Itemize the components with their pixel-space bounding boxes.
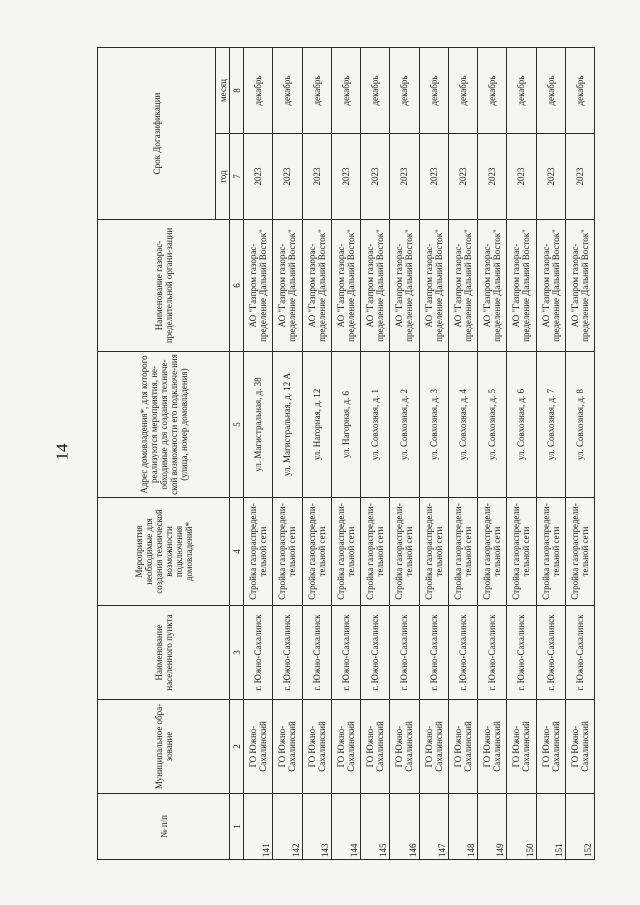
cell-year: 2023 [331,134,360,220]
cell-settlement: г. Южно-Сахалинск [507,606,536,700]
table-row [302,48,331,860]
cell-measures: Стройка газораспредели-тельной сети [302,498,331,606]
cell-settlement: г. Южно-Сахалинск [478,606,507,700]
cell-org: АО "Газпром газорас-пределение Дальний Восток" [507,220,536,352]
cell-address: ул. Совхозная, д. 6 [507,352,536,498]
cell-address: ул. Совхозная, д. 5 [478,352,507,498]
cell-org: АО "Газпром газорас-пределение Дальний Восток" [331,220,360,352]
cell-org: АО "Газпром газорас-пределение Дальний Восток" [448,220,477,352]
table-row [478,48,507,860]
cell-address: ул. Совхозная, д. 1 [361,352,390,498]
cell-year: 2023 [361,134,390,220]
cell-municipality: ГО Южно-Сахалинский [565,700,594,794]
cell-year: 2023 [390,134,419,220]
cell-measures: Стройка газораспредели-тельной сети [361,498,390,606]
header-deadline: Срок Догазификации [98,48,216,220]
cell-year: 2023 [478,134,507,220]
gasification-table [97,47,595,860]
cell-num: 145 [361,794,390,860]
cell-address: ул. Совхозная, д. 7 [536,352,565,498]
cell-settlement: г. Южно-Сахалинск [390,606,419,700]
cell-municipality: ГО Южно-Сахалинский [361,700,390,794]
table-frame [97,48,595,860]
header-settlement: Наименование населенного пункта [98,606,230,700]
cell-address: ул. Магистральная, д. 38 [244,352,273,498]
cell-month: декабрь [536,48,565,134]
cell-settlement: г. Южно-Сахалинск [302,606,331,700]
cell-month: декабрь [361,48,390,134]
cell-num: 142 [273,794,302,860]
cell-settlement: г. Южно-Сахалинск [419,606,448,700]
cell-settlement: г. Южно-Сахалинск [448,606,477,700]
cell-municipality: ГО Южно-Сахалинский [478,700,507,794]
cell-org: АО "Газпром газорас-пределение Дальний Восток" [565,220,594,352]
cell-measures: Стройка газораспредели-тельной сети [448,498,477,606]
cell-org: АО "Газпром газорас-пределение Дальний Восток" [273,220,302,352]
cell-address: ул. Совхозная, д. 3 [419,352,448,498]
cell-measures: Стройка газораспредели-тельной сети [565,498,594,606]
cell-municipality: ГО Южно-Сахалинский [244,700,273,794]
cell-num: 150 [507,794,536,860]
cell-month: декабрь [419,48,448,134]
header-num: № п/п [98,794,230,860]
cell-settlement: г. Южно-Сахалинск [565,606,594,700]
cell-municipality: ГО Южно-Сахалинский [536,700,565,794]
cell-municipality: ГО Южно-Сахалинский [419,700,448,794]
col-number: 2 [230,700,244,794]
table-row [361,48,390,860]
cell-settlement: г. Южно-Сахалинск [331,606,360,700]
cell-num: 152 [565,794,594,860]
table-body [244,48,595,860]
cell-month: декабрь [244,48,273,134]
cell-municipality: ГО Южно-Сахалинский [390,700,419,794]
col-number: 3 [230,606,244,700]
col-number: 5 [230,352,244,498]
table-row [565,48,594,860]
cell-month: декабрь [390,48,419,134]
header-measures: Мероприятия необходимые для создания технической возможности подключения домовладений* [98,498,230,606]
cell-month: декабрь [448,48,477,134]
cell-month: декабрь [565,48,594,134]
cell-month: декабрь [273,48,302,134]
cell-year: 2023 [419,134,448,220]
rotated-table-wrapper [97,48,595,860]
cell-num: 146 [390,794,419,860]
cell-address: ул. Совхозная, д. 2 [390,352,419,498]
cell-num: 149 [478,794,507,860]
cell-org: АО "Газпром газорас-пределение Дальний Восток" [419,220,448,352]
cell-address: ул. Совхозная, д. 8 [565,352,594,498]
cell-year: 2023 [302,134,331,220]
cell-settlement: г. Южно-Сахалинск [361,606,390,700]
cell-measures: Стройка газораспредели-тельной сети [273,498,302,606]
cell-settlement: г. Южно-Сахалинск [536,606,565,700]
cell-org: АО "Газпром газорас-пределение Дальний Восток" [302,220,331,352]
col-number: 4 [230,498,244,606]
cell-org: АО "Газпром газорас-пределение Дальний Восток" [478,220,507,352]
cell-org: АО "Газпром газорас-пределение Дальний Восток" [536,220,565,352]
cell-num: 151 [536,794,565,860]
cell-num: 148 [448,794,477,860]
cell-municipality: ГО Южно-Сахалинский [448,700,477,794]
header-month: месяц [216,48,230,134]
table-row [448,48,477,860]
cell-municipality: ГО Южно-Сахалинский [302,700,331,794]
cell-year: 2023 [565,134,594,220]
table-header [98,48,244,860]
header-year: год [216,134,230,220]
cell-measures: Стройка газораспредели-тельной сети [331,498,360,606]
cell-year: 2023 [448,134,477,220]
cell-settlement: г. Южно-Сахалинск [244,606,273,700]
page-number: 14 [52,443,72,461]
table-row [273,48,302,860]
cell-org: АО "Газпром газорас-пределение Дальний Восток" [244,220,273,352]
cell-address: ул. Нагорная, д. 6 [331,352,360,498]
cell-month: декабрь [507,48,536,134]
header-address: Адрес домовладения*, для которого реализуются мероприятия, не-обходимые для создания техниче-ской возможности его подключе-ния (улица, номер домовладения) [98,352,230,498]
cell-year: 2023 [536,134,565,220]
cell-measures: Стройка газораспредели-тельной сети [390,498,419,606]
cell-address: ул. Магистральная, д. 12 А [273,352,302,498]
cell-num: 143 [302,794,331,860]
cell-measures: Стройка газораспредели-тельной сети [244,498,273,606]
cell-municipality: ГО Южно-Сахалинский [507,700,536,794]
cell-municipality: ГО Южно-Сахалинский [273,700,302,794]
col-number: 6 [230,220,244,352]
col-number: 7 [230,134,244,220]
column-numbers-row [230,48,244,860]
cell-month: декабрь [302,48,331,134]
cell-org: АО "Газпром газорас-пределение Дальний Восток" [390,220,419,352]
cell-measures: Стройка газораспредели-тельной сети [507,498,536,606]
cell-year: 2023 [244,134,273,220]
cell-year: 2023 [507,134,536,220]
table-row [536,48,565,860]
cell-num: 144 [331,794,360,860]
cell-num: 147 [419,794,448,860]
col-number: 8 [230,48,244,134]
cell-num: 141 [244,794,273,860]
table-row [507,48,536,860]
cell-address: ул. Совхозная, д. 4 [448,352,477,498]
cell-measures: Стройка газораспредели-тельной сети [478,498,507,606]
table-row [244,48,273,860]
table-row [390,48,419,860]
cell-year: 2023 [273,134,302,220]
cell-month: декабрь [478,48,507,134]
cell-municipality: ГО Южно-Сахалинский [331,700,360,794]
cell-settlement: г. Южно-Сахалинск [273,606,302,700]
table-row [331,48,360,860]
cell-measures: Стройка газораспредели-тельной сети [419,498,448,606]
cell-measures: Стройка газораспредели-тельной сети [536,498,565,606]
table-row [419,48,448,860]
cell-address: ул. Нагорная, д. 12 [302,352,331,498]
cell-org: АО "Газпром газорас-пределение Дальний Восток" [361,220,390,352]
col-number: 1 [230,794,244,860]
cell-month: декабрь [331,48,360,134]
header-org: Наименование газорас-пределительной органи-зации [98,220,230,352]
header-municipality: Муниципальное обра-зование [98,700,230,794]
